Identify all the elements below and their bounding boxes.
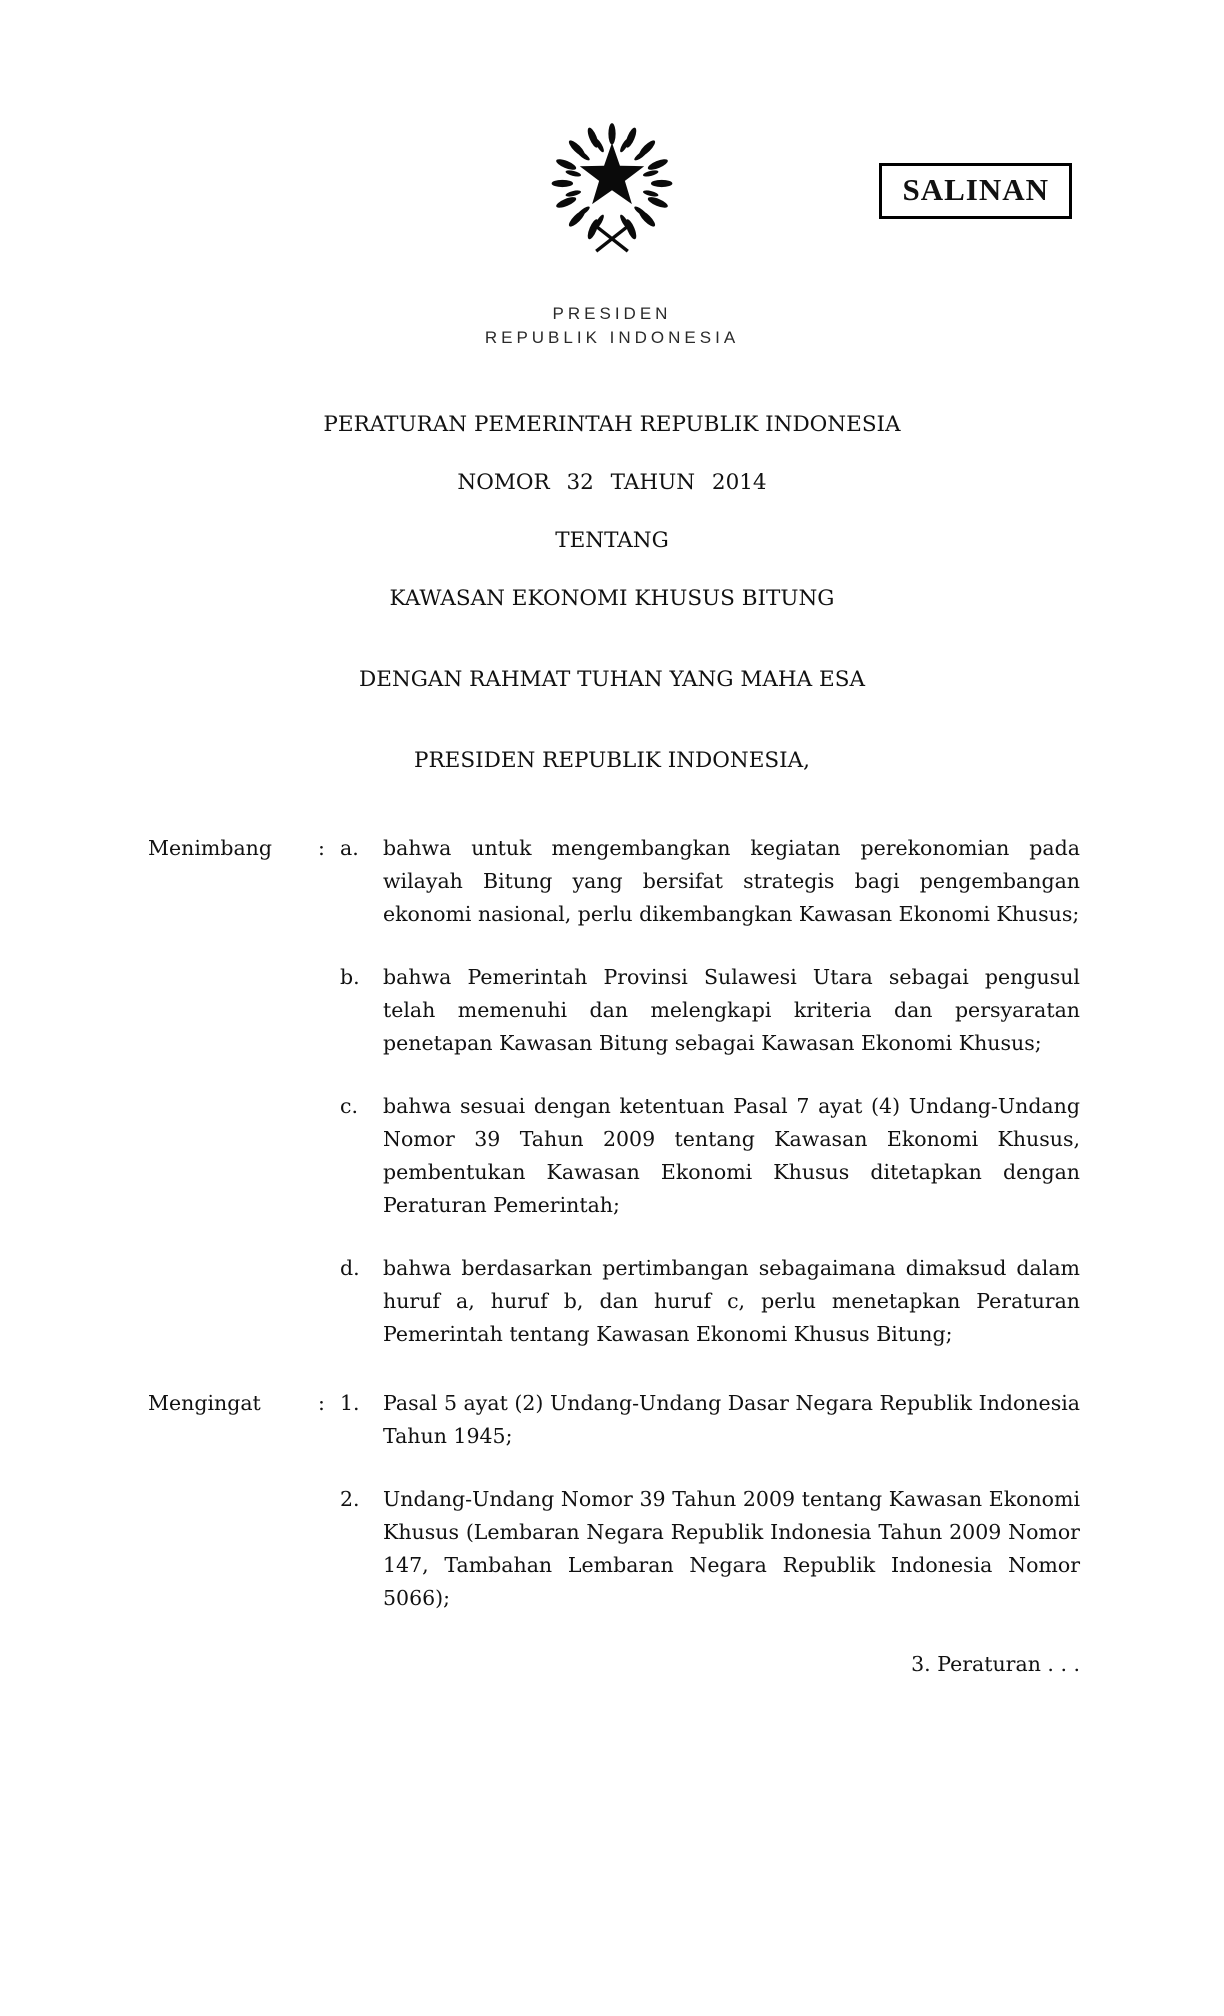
list-item	[340, 1090, 1080, 1222]
item-marker: d.	[340, 1256, 360, 1280]
item-marker: 1.	[340, 1391, 360, 1415]
list-item	[340, 961, 1080, 1060]
letterhead-presiden: PRESIDEN	[552, 304, 672, 323]
list-item	[340, 1387, 1080, 1453]
document-body	[148, 832, 1080, 1651]
item-text: Undang-Undang Nomor 39 Tahun 2009 tentang Kawasan Ekonomi Khusus (Lembaran Negara Republik Indonesia Tahun 2009 Nomor 147, Tambahan Lembaran Negara Republik Indonesia Nomor 5066);	[383, 1487, 1080, 1610]
title-block	[0, 408, 1224, 802]
presidential-seal-icon	[536, 118, 688, 276]
regulation-subject: KAWASAN EKONOMI KHUSUS BITUNG	[389, 586, 835, 611]
mengingat-colon: :	[318, 1391, 325, 1415]
menimbang-items	[340, 832, 1080, 1351]
list-item	[340, 1252, 1080, 1351]
item-text: bahwa sesuai dengan ketentuan Pasal 7 ayat (4) Undang-Undang Nomor 39 Tahun 2009 tentang Kawasan Ekonomi Khusus, pembentukan Kawasan Ekonomi Khusus ditetapkan dengan Peraturan Pemerintah;	[383, 1094, 1080, 1217]
item-text: Pasal 5 ayat (2) Undang-Undang Dasar Negara Republik Indonesia Tahun 1945;	[383, 1391, 1080, 1448]
item-text: bahwa untuk mengembangkan kegiatan perekonomian pada wilayah Bitung yang bersifat strategis bagi pengembangan ekonomi nasional, perlu dikembangkan Kawasan Ekonomi Khusus;	[383, 836, 1080, 926]
salinan-stamp	[879, 163, 1072, 219]
menimbang-label: Menimbang	[148, 836, 272, 860]
item-text: bahwa Pemerintah Provinsi Sulawesi Utara sebagai pengusul telah memenuhi dan melengkapi kriteria dan persyaratan penetapan Kawasan Bitung sebagai Kawasan Ekonomi Khusus;	[383, 965, 1080, 1055]
tentang-label: TENTANG	[555, 528, 669, 553]
mengingat-items	[340, 1387, 1080, 1615]
item-marker: a.	[340, 836, 359, 860]
salinan-label: SALINAN	[902, 172, 1049, 207]
letterhead	[0, 302, 1224, 350]
page-catchword: 3. Peraturan . . .	[911, 1652, 1080, 1676]
mengingat-section	[148, 1387, 1080, 1615]
menimbang-colon: :	[318, 836, 325, 860]
regulation-number: NOMOR 32 TAHUN 2014	[457, 470, 767, 495]
item-text: bahwa berdasarkan pertimbangan sebagaimana dimaksud dalam huruf a, huruf b, dan huruf c, perlu menetapkan Peraturan Pemerintah tentang Kawasan Ekonomi Khusus Bitung;	[383, 1256, 1080, 1346]
list-item	[340, 1483, 1080, 1615]
letterhead-republik-indonesia: REPUBLIK INDONESIA	[484, 328, 740, 347]
item-marker: b.	[340, 965, 360, 989]
menimbang-section	[148, 832, 1080, 1351]
item-marker: 2.	[340, 1487, 360, 1511]
list-item	[340, 832, 1080, 931]
invocation-line: DENGAN RAHMAT TUHAN YANG MAHA ESA	[359, 667, 865, 692]
mengingat-label: Mengingat	[148, 1391, 261, 1415]
regulation-title: PERATURAN PEMERINTAH REPUBLIK INDONESIA	[323, 412, 901, 437]
issuer-line: PRESIDEN REPUBLIK INDONESIA,	[414, 748, 810, 773]
item-marker: c.	[340, 1094, 358, 1118]
